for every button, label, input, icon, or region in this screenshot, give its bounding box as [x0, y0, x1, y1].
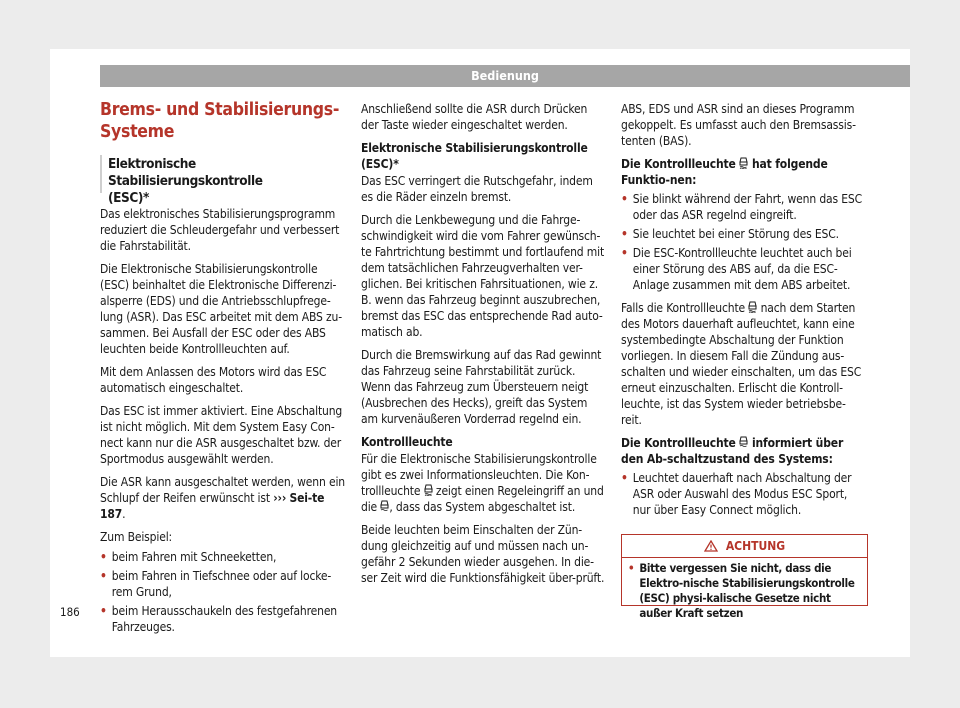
paragraph-heading: Kontrollleuchte — [361, 435, 453, 449]
section-subtitle: Elektronische Stabilisierungskontrolle (ESC)* — [108, 156, 263, 206]
paragraph: Die Elektronische Stabilisierungskontrolle (ESC) beinhaltet die Elektronische Differenzi-alsperre (EDS) und die Antriebsschlupfrege-lung (ASR). Das ESC arbeitet mit dem ABS zu-sammen. Bei Ausfall der ESC oder des ABS leuchten beide Kontrollleuchten auf. — [100, 262, 342, 356]
paragraph: Falls die Kontrollleuchte nach dem Starten des Motors dauerhaft aufleuchtet, kann eine systembedingte Abschaltung der Funktion vorliegen. In diesem Fall die Zündung aus-schalten und wieder einschalten, um das ESC erneut einzuschalten. Erlischt die Kontroll-leuchte, ist das System wieder betriebsbe-reit. — [621, 301, 862, 427]
paragraph: Mit dem Anlassen des Motors wird das ESC automatisch eingeschaltet. — [100, 365, 327, 395]
esc-off-icon — [380, 500, 389, 512]
esc-off-icon — [739, 436, 748, 448]
paragraph-heading: Die Kontrollleuchte hat folgende Funktio-nen: — [621, 157, 828, 187]
bullet-icon: • — [621, 227, 628, 241]
paragraph: ABS, EDS und ASR sind an dieses Programm gekoppelt. Es umfasst auch den Bremsassis-tenten (BAS). — [621, 102, 856, 148]
paragraph: Für die Elektronische Stabilisierungskontrolle gibt es zwei Informationsleuchten. Die Kon-trollleuchte zeigt einen Regeleingriff an und die , dass das System abgeschaltet ist. — [361, 452, 604, 514]
paragraph: Durch die Lenkbewegung und die Fahrge-schwindigkeit wird die vom Fahrer gewünsch-te Fahrtrichtung bestimmt und fortlaufend mit dem tatsächlichen Fahrzeugverhalten ver-glichen. Bei kritischen Fahrsituationen, wie z. B. wenn das Fahrzeug beginnt auszubrechen, bremst das ESC das entsprechende Rad auto-matisch ab. — [361, 213, 605, 339]
warning-header — [622, 535, 867, 558]
warning-text: • Bitte vergessen Sie nicht, dass die Elektro-nische Stabilisierungskontrolle (ESC) physi-kalische Gesetze nicht außer Kraft setzen — [628, 561, 855, 620]
warning-title: ACHTUNG — [725, 539, 786, 553]
list-item: • beim Herausschaukeln des festgefahrenen Fahrzeuges. — [100, 604, 338, 634]
paragraph: Das ESC verringert die Rutschgefahr, indem es die Räder einzeln bremst. — [361, 174, 593, 204]
bullet-icon: • — [100, 569, 107, 583]
column-1 — [100, 206, 345, 638]
page-number: 186 — [60, 605, 80, 619]
paragraph: Durch die Bremswirkung auf das Rad gewinnt das Fahrzeug seine Fahrstabilität zurück. Wenn das Fahrzeug zum Übersteuern neigt (Ausbrechen des Hecks), greift das System am kurvenäußeren Vorderrad regelnd ein. — [361, 348, 602, 426]
paragraph: Das elektronisches Stabilisierungsprogramm reduziert die Schleudergefahr und verbessert die Fahrstabilität. — [100, 207, 340, 253]
list-item: • Sie leuchtet bei einer Störung des ESC. — [621, 227, 839, 241]
link-arrows-icon: ››› — [273, 491, 287, 505]
bullet-icon: • — [621, 192, 628, 206]
page-reference-link[interactable]: Sei-te 187 — [100, 491, 325, 521]
paragraph-heading: Elektronische Stabilisierungskontrolle (ESC)* — [361, 141, 588, 171]
section-header: Bedienung — [100, 65, 910, 87]
list-item: • beim Fahren mit Schneeketten, — [100, 550, 277, 564]
list-item: • Sie blinkt während der Fahrt, wenn das ESC oder das ASR regelnd eingreift. — [621, 192, 863, 222]
esc-warning-icon — [739, 157, 748, 169]
warning-triangle-icon — [704, 540, 718, 552]
column-2 — [361, 101, 606, 593]
column-3 — [621, 101, 866, 521]
paragraph: Beide leuchten beim Einschalten der Zün-dung gleichzeitig auf und müssen nach un-gefähr 2 Sekunden wieder ausgehen. In die-ser Zeit wird die Funktionsfähigkeit über-prüft. — [361, 523, 605, 585]
document-page — [50, 49, 910, 657]
page-title: Brems- und Stabilisierungs- Systeme — [100, 100, 340, 142]
paragraph: Die ASR kann ausgeschaltet werden, wenn ein Schlupf der Reifen erwünscht ist ››› Sei-te 187. — [100, 475, 345, 521]
paragraph: Anschließend sollte die ASR durch Drücken der Taste wieder eingeschaltet werden. — [361, 102, 588, 132]
paragraph-heading: Die Kontrollleuchte informiert über den Ab-schaltzustand des Systems: — [621, 436, 844, 466]
bullet-icon: • — [621, 471, 628, 485]
paragraph: Zum Beispiel: — [100, 530, 173, 544]
list-item: • beim Fahren in Tiefschnee oder auf locke-rem Grund, — [100, 569, 332, 599]
bullet-icon: • — [621, 246, 628, 260]
bullet-icon: • — [628, 561, 635, 575]
warning-box — [621, 534, 868, 620]
esc-warning-icon — [424, 484, 433, 496]
bullet-icon: • — [100, 604, 107, 618]
list-item: • Leuchtet dauerhaft nach Abschaltung der ASR oder Auswahl des Modus ESC Sport, nur über Easy Connect möglich. — [621, 471, 852, 517]
bullet-icon: • — [100, 550, 107, 564]
list-item: • Die ESC-Kontrollleuchte leuchtet auch bei einer Störung des ABS auf, da die ESC-Anlage zusammen mit dem ABS arbeitet. — [621, 246, 852, 292]
paragraph: Das ESC ist immer aktiviert. Eine Abschaltung ist nicht möglich. Mit dem System Easy Con-nect kann nur die ASR ausgeschaltet bzw. der Sportmodus ausgewählt werden. — [100, 404, 343, 466]
esc-warning-icon — [748, 301, 757, 313]
